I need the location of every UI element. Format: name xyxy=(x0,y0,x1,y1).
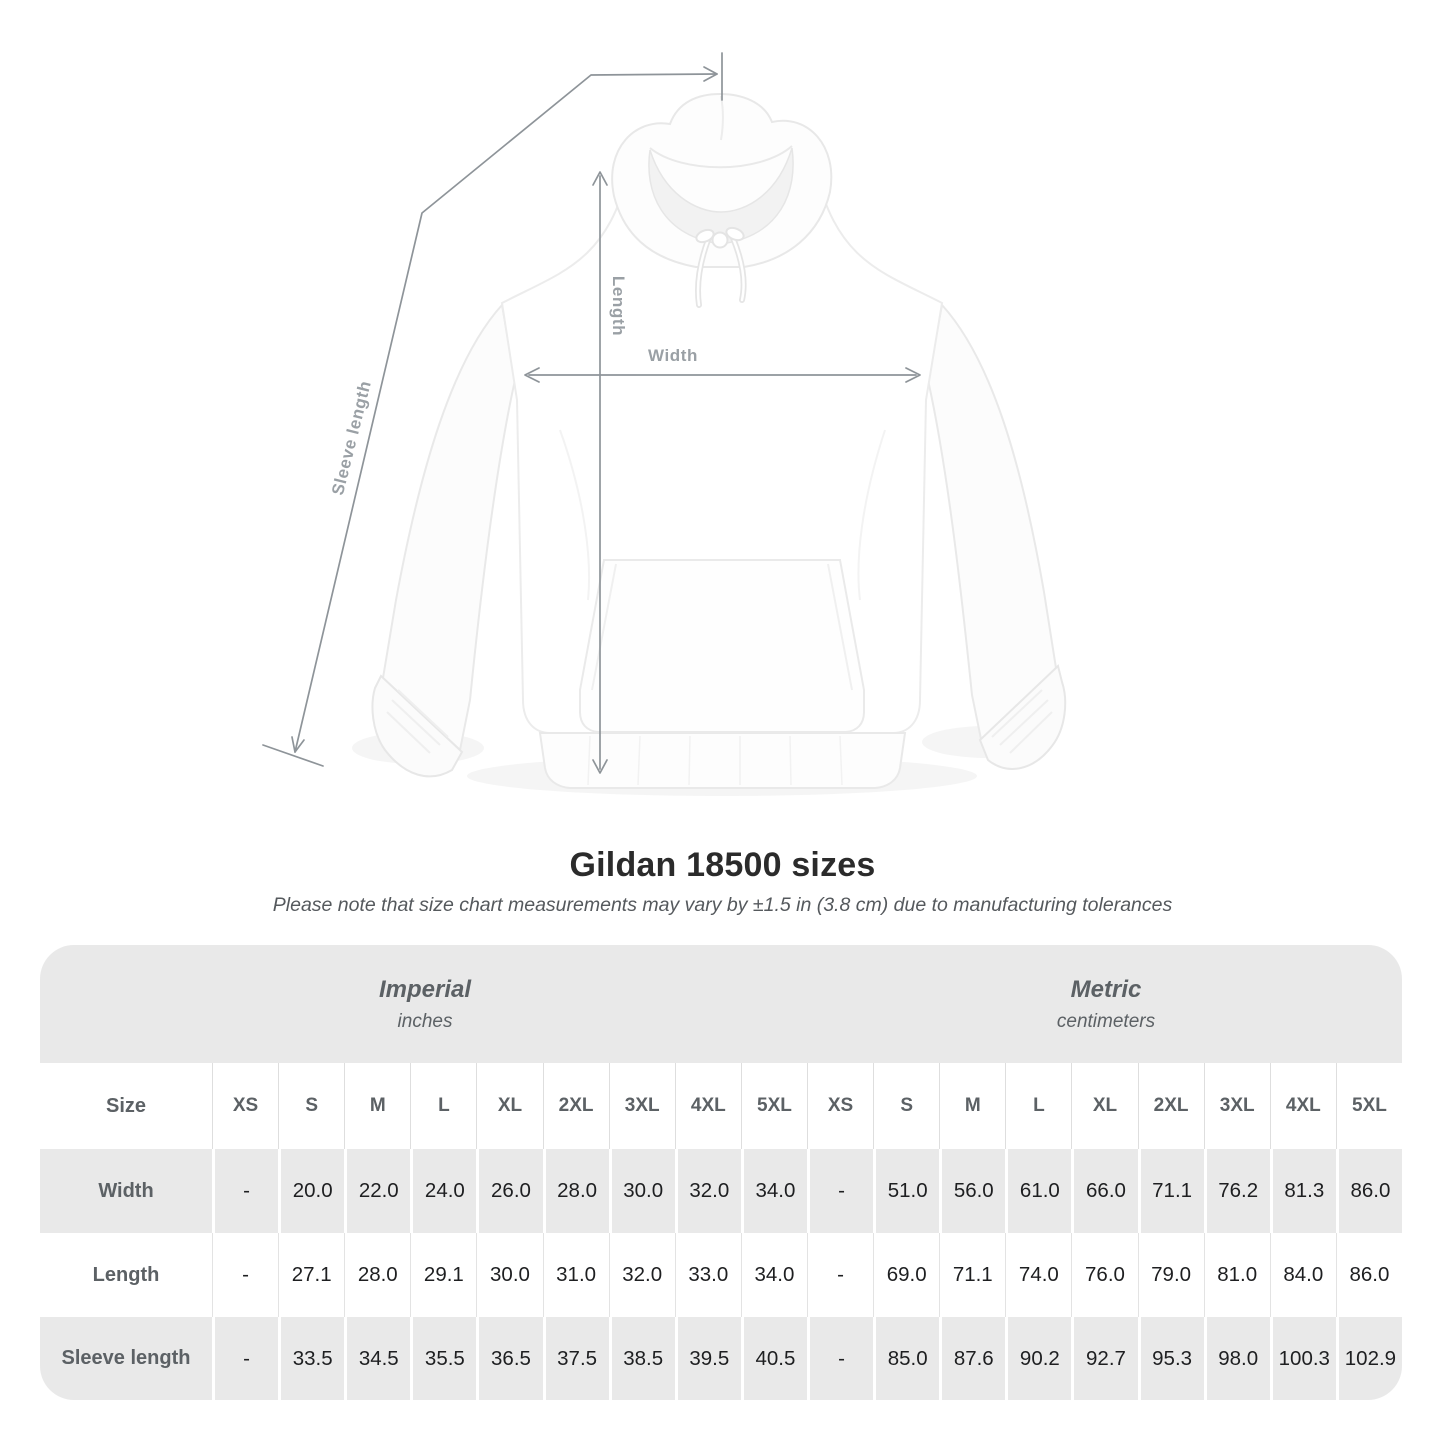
row-label: Sleeve length xyxy=(40,1317,212,1400)
size-header-imperial-5xl: 5XL xyxy=(741,1063,807,1149)
cell-metric: 69.0 xyxy=(873,1233,939,1317)
cell-metric: 56.0 xyxy=(939,1149,1005,1233)
cell-metric: 100.3 xyxy=(1270,1317,1336,1400)
sleeve-end-tick xyxy=(263,745,323,766)
cell-imperial: 28.0 xyxy=(344,1233,410,1317)
size-header-imperial-m: M xyxy=(344,1063,410,1149)
cell-imperial: 22.0 xyxy=(344,1149,410,1233)
length-measure-label: Length xyxy=(609,275,628,337)
cell-metric: 76.2 xyxy=(1204,1149,1270,1233)
row-label: Width xyxy=(40,1149,212,1233)
size-header-metric-xl: XL xyxy=(1071,1063,1137,1149)
cell-imperial: 40.5 xyxy=(741,1317,807,1400)
cell-imperial: 34.0 xyxy=(741,1233,807,1317)
row-label: Length xyxy=(40,1233,212,1317)
size-grid xyxy=(40,1063,1402,1400)
cell-metric: 102.9 xyxy=(1336,1317,1402,1400)
size-table xyxy=(40,945,1402,1400)
cell-metric: 81.0 xyxy=(1204,1233,1270,1317)
unit-band xyxy=(40,945,1402,1063)
size-header-metric-m: M xyxy=(939,1063,1005,1149)
width-measure-label: Width xyxy=(647,346,699,365)
size-header-imperial-s: S xyxy=(278,1063,344,1149)
cell-imperial: 33.5 xyxy=(278,1317,344,1400)
cell-imperial: - xyxy=(212,1233,278,1317)
cell-metric: - xyxy=(807,1317,873,1400)
size-header-imperial-xl: XL xyxy=(476,1063,542,1149)
size-header-imperial-xs: XS xyxy=(212,1063,278,1149)
size-header-metric-5xl: 5XL xyxy=(1336,1063,1402,1149)
imperial-sublabel: inches xyxy=(397,1010,453,1032)
cell-metric: 92.7 xyxy=(1071,1317,1137,1400)
cell-imperial: 37.5 xyxy=(543,1317,609,1400)
size-header-imperial-l: L xyxy=(410,1063,476,1149)
cell-imperial: 28.0 xyxy=(543,1149,609,1233)
page-title: Gildan 18500 sizes xyxy=(569,846,876,884)
metric-sublabel: centimeters xyxy=(1056,1010,1156,1032)
cell-metric: 61.0 xyxy=(1005,1149,1071,1233)
cell-metric: 71.1 xyxy=(939,1233,1005,1317)
page-subtitle: Please note that size chart measurements may vary by ±1.5 in (3.8 cm) due to manufacturing tolerances xyxy=(272,894,1173,916)
cell-imperial: - xyxy=(212,1149,278,1233)
cell-imperial: 33.0 xyxy=(675,1233,741,1317)
cell-metric: 85.0 xyxy=(873,1317,939,1400)
cell-imperial: 26.0 xyxy=(476,1149,542,1233)
size-header-metric-l: L xyxy=(1005,1063,1071,1149)
size-header-metric-s: S xyxy=(873,1063,939,1149)
size-column-header: Size xyxy=(40,1063,212,1149)
cell-imperial: 32.0 xyxy=(675,1149,741,1233)
size-header-imperial-2xl: 2XL xyxy=(543,1063,609,1149)
size-header-imperial-4xl: 4XL xyxy=(675,1063,741,1149)
cell-metric: 86.0 xyxy=(1336,1149,1402,1233)
metric-label: Metric xyxy=(1070,975,1142,1003)
cell-imperial: 39.5 xyxy=(675,1317,741,1400)
cell-imperial: 36.5 xyxy=(476,1317,542,1400)
unit-group-imperial xyxy=(40,945,810,1063)
cell-metric: 79.0 xyxy=(1138,1233,1204,1317)
cell-metric: 76.0 xyxy=(1071,1233,1137,1317)
size-header-imperial-3xl: 3XL xyxy=(609,1063,675,1149)
cell-metric: 74.0 xyxy=(1005,1233,1071,1317)
cell-metric: 71.1 xyxy=(1138,1149,1204,1233)
unit-group-metric xyxy=(810,945,1402,1063)
cell-metric: 66.0 xyxy=(1071,1149,1137,1233)
cell-metric: - xyxy=(807,1233,873,1317)
cell-imperial: 30.0 xyxy=(609,1149,675,1233)
size-header-metric-3xl: 3XL xyxy=(1204,1063,1270,1149)
cell-metric: 81.3 xyxy=(1270,1149,1336,1233)
cell-imperial: 34.5 xyxy=(344,1317,410,1400)
cell-imperial: 34.0 xyxy=(741,1149,807,1233)
cell-imperial: 38.5 xyxy=(609,1317,675,1400)
cell-imperial: - xyxy=(212,1317,278,1400)
cell-imperial: 27.1 xyxy=(278,1233,344,1317)
cell-metric: 84.0 xyxy=(1270,1233,1336,1317)
cell-imperial: 32.0 xyxy=(609,1233,675,1317)
cell-imperial: 31.0 xyxy=(543,1233,609,1317)
size-header-metric-4xl: 4XL xyxy=(1270,1063,1336,1149)
imperial-label: Imperial xyxy=(378,975,472,1003)
cell-imperial: 30.0 xyxy=(476,1233,542,1317)
cell-metric: 98.0 xyxy=(1204,1317,1270,1400)
cell-metric: 87.6 xyxy=(939,1317,1005,1400)
size-header-metric-xs: XS xyxy=(807,1063,873,1149)
cell-imperial: 35.5 xyxy=(410,1317,476,1400)
cell-imperial: 29.1 xyxy=(410,1233,476,1317)
cell-metric: 90.2 xyxy=(1005,1317,1071,1400)
size-header-metric-2xl: 2XL xyxy=(1138,1063,1204,1149)
cell-metric: 51.0 xyxy=(873,1149,939,1233)
cell-metric: - xyxy=(807,1149,873,1233)
sleeve-length-measure-label: Sleeve length xyxy=(328,378,375,498)
cell-imperial: 24.0 xyxy=(410,1149,476,1233)
cell-metric: 86.0 xyxy=(1336,1233,1402,1317)
cell-imperial: 20.0 xyxy=(278,1149,344,1233)
cell-metric: 95.3 xyxy=(1138,1317,1204,1400)
